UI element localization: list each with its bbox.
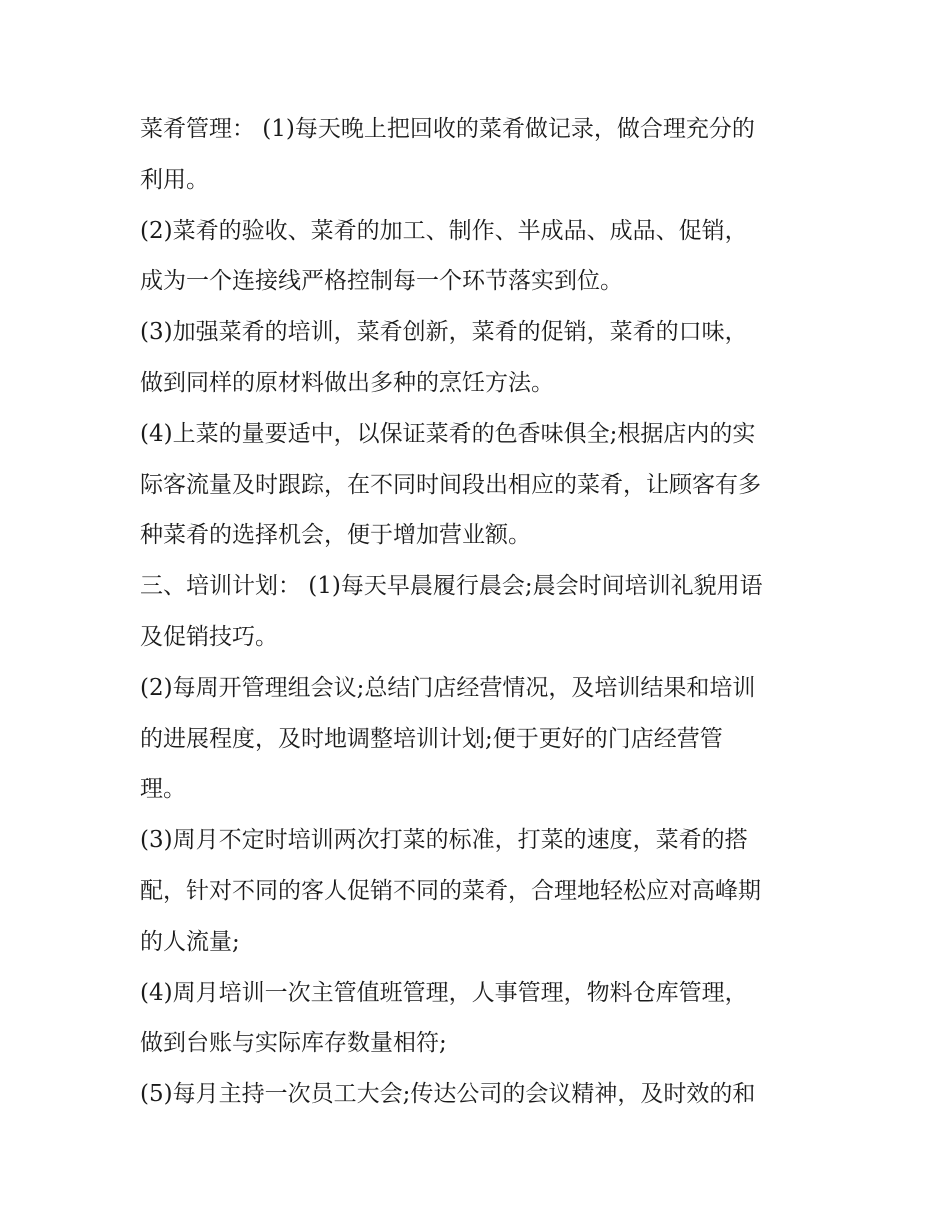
- text-line: 及促销技巧。: [140, 623, 278, 650]
- text-line: 成为一个连接线严格控制每一个环节落实到位。: [140, 268, 623, 295]
- text-line: (2)每周开管理组会议;总结门店经营情况，及培训结果和培训: [140, 674, 756, 701]
- text-line: 三、培训计划： (1)每天早晨履行晨会;晨会时间培训礼貌用语: [140, 573, 763, 600]
- text-line: (3)加强菜肴的培训，菜肴创新，菜肴的促销，菜肴的口味，: [140, 319, 748, 346]
- text-line: (2)菜肴的验收、菜肴的加工、制作、半成品、成品、促销，: [140, 217, 748, 244]
- text-line: 做到台账与实际库存数量相符;: [140, 1030, 447, 1057]
- text-line: 际客流量及时跟踪，在不同时间段出相应的菜肴，让顾客有多: [140, 471, 761, 498]
- text-line: 利用。: [140, 166, 209, 193]
- text-line: 的进展程度，及时地调整培训计划;便于更好的门店经营管: [140, 725, 723, 752]
- text-line: 菜肴管理： (1)每天晚上把回收的菜肴做记录，做合理充分的: [140, 116, 755, 142]
- text-line: 配，针对不同的客人促销不同的菜肴，合理地轻松应对高峰期: [140, 877, 761, 904]
- text-line: 理。: [140, 776, 186, 803]
- text-line: 种菜肴的选择机会，便于增加营业额。: [140, 522, 531, 549]
- text-line: 的人流量;: [140, 928, 240, 955]
- text-line: 做到同样的原材料做出多种的烹饪方法。: [140, 369, 554, 396]
- document-body: [140, 104, 820, 1120]
- text-line: (4)上菜的量要适中，以保证菜肴的色香味俱全;根据店内的实: [140, 420, 756, 447]
- text-line: (4)周月培训一次主管值班管理，人事管理，物料仓库管理，: [140, 979, 748, 1006]
- text-line: (3)周月不定时培训两次打菜的标准，打菜的速度，菜肴的搭: [140, 827, 748, 854]
- text-line: (5)每月主持一次员工大会;传达公司的会议精神，及时效的和: [140, 1081, 756, 1108]
